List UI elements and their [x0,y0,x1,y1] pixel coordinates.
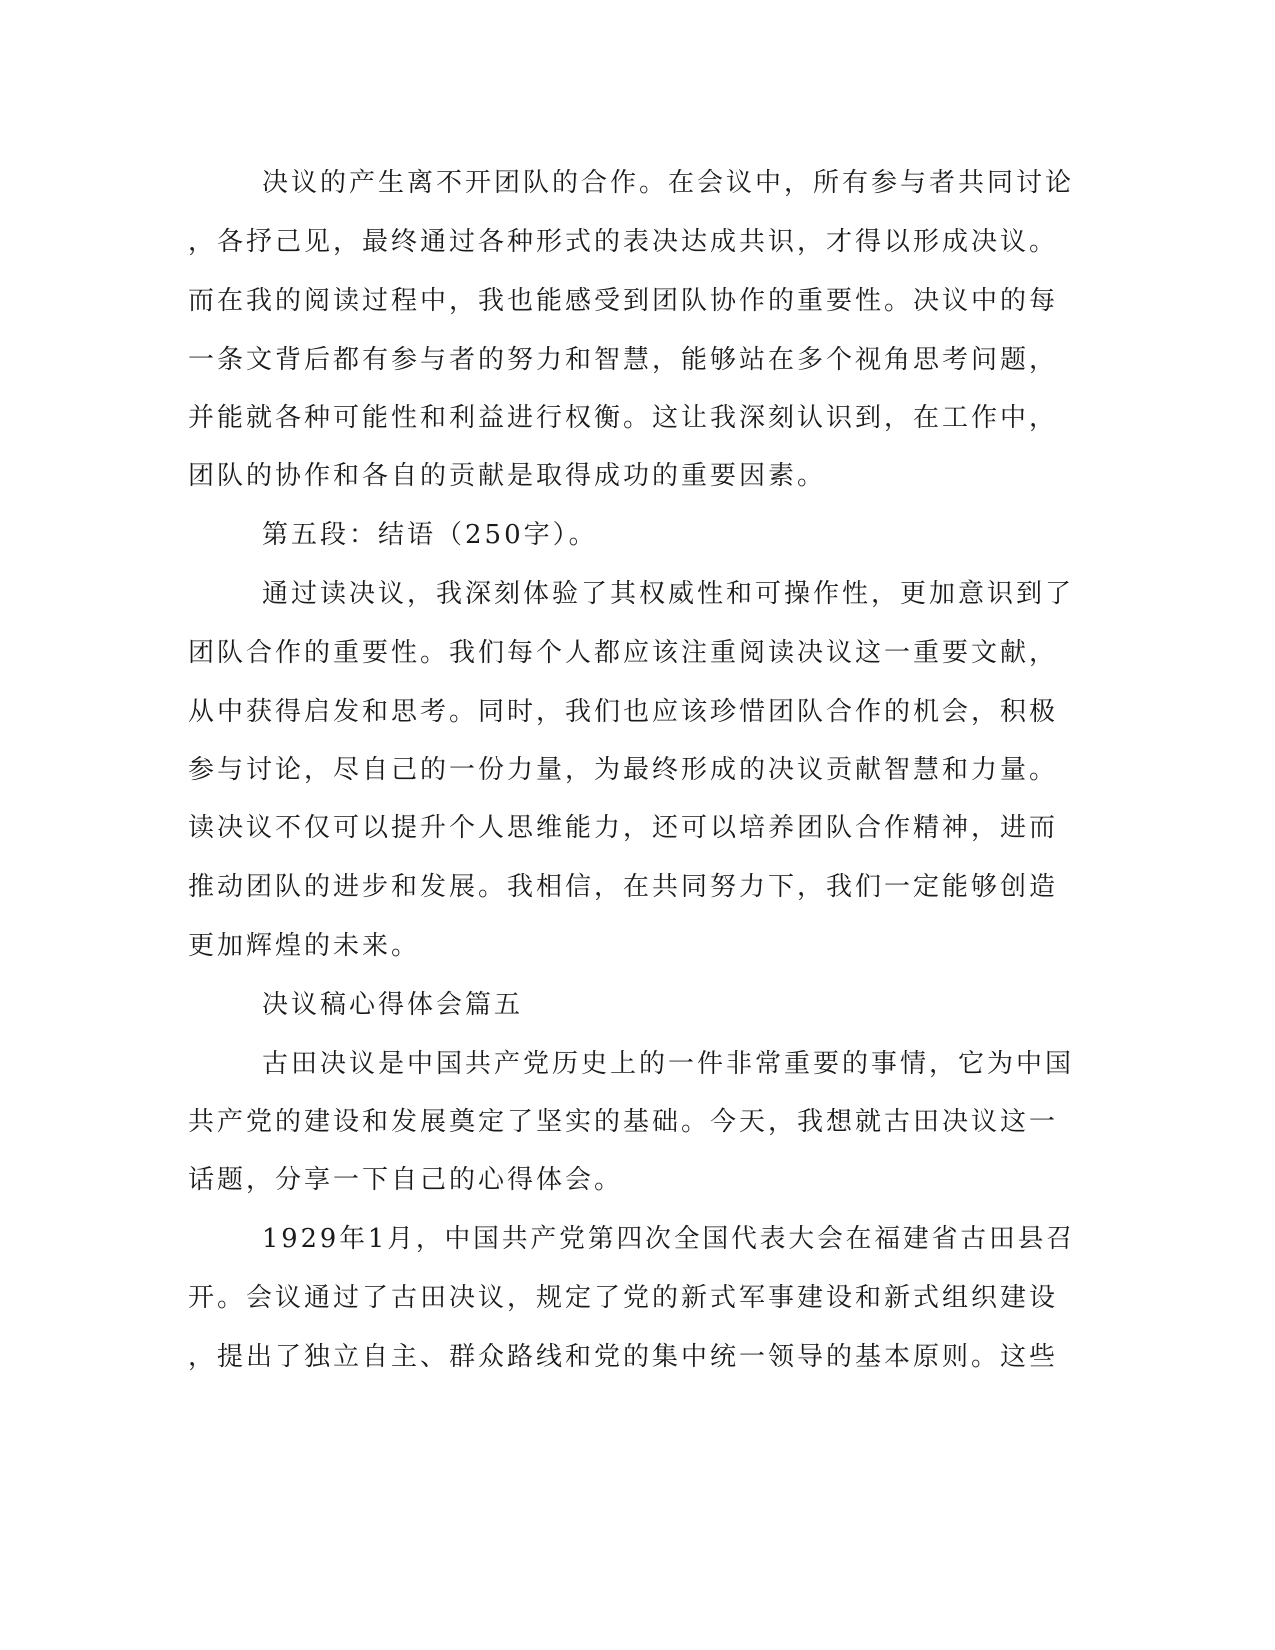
line-text: 古田决议是中国共产党历史上的一件非常重要的事情，它为中国 [262,1049,1075,1079]
text-line [0,750,1275,790]
section-title [0,985,1275,1025]
line-text: 读决议不仅可以提升个人思维能力，还可以培养团队合作精神，进而 [188,813,1059,843]
line-text: 决议稿心得体会篇五 [262,990,524,1020]
line-text: 并能就各种可能性和利益进行权衡。这让我深刻认识到，在工作中， [188,403,1059,433]
line-text: 一条文背后都有参与者的努力和智慧，能够站在多个视角思考问题， [188,345,1059,375]
text-line [0,340,1275,380]
text-line [0,222,1275,262]
text-line [0,456,1275,496]
text-line [0,1160,1275,1200]
line-text: 从中获得启发和思考。同时，我们也应该珍惜团队合作的机会，积极 [188,697,1059,727]
text-line [0,281,1275,321]
line-text: 团队合作的重要性。我们每个人都应该注重阅读决议这一重要文献， [188,638,1059,668]
text-line [0,574,1275,614]
text-line [0,633,1275,673]
line-text: 话题，分享一下自己的心得体会。 [188,1165,624,1195]
text-line [0,1219,1275,1259]
line-text: 更加辉煌的未来。 [188,931,421,961]
text-line [0,1278,1275,1318]
text-line [0,1044,1275,1084]
line-text: 参与讨论，尽自己的一份力量，为最终形成的决议贡献智慧和力量。 [188,755,1059,785]
text-line [0,808,1275,848]
line-text: ，各抒己见，最终通过各种形式的表决达成共识，才得以形成决议。 [188,227,1059,257]
text-line [0,692,1275,732]
text-line [0,867,1275,907]
line-text: 共产党的建设和发展奠定了坚实的基础。今天，我想就古田决议这一 [188,1107,1059,1137]
line-text: 开。会议通过了古田决议，规定了党的新式军事建设和新式组织建设 [188,1283,1059,1313]
text-line [0,1337,1275,1377]
line-text: 决议的产生离不开团队的合作。在会议中，所有参与者共同讨论 [262,168,1075,198]
text-line [0,398,1275,438]
line-text: 通过读决议，我深刻体验了其权威性和可操作性，更加意识到了 [262,579,1075,609]
line-text: 团队的协作和各自的贡献是取得成功的重要因素。 [188,461,827,491]
line-text: 而在我的阅读过程中，我也能感受到团队协作的重要性。决议中的每 [188,286,1059,316]
line-text: 第五段：结语（250字）。 [262,520,598,550]
section-heading [0,515,1275,555]
text-line [0,926,1275,966]
line-text: 1929年1月，中国共产党第四次全国代表大会在福建省古田县召 [262,1224,1075,1254]
line-text: ，提出了独立自主、群众路线和党的集中统一领导的基本原则。这些 [188,1342,1059,1372]
line-text: 推动团队的进步和发展。我相信，在共同努力下，我们一定能够创造 [188,872,1059,902]
text-line [0,1102,1275,1142]
text-line [0,163,1275,203]
